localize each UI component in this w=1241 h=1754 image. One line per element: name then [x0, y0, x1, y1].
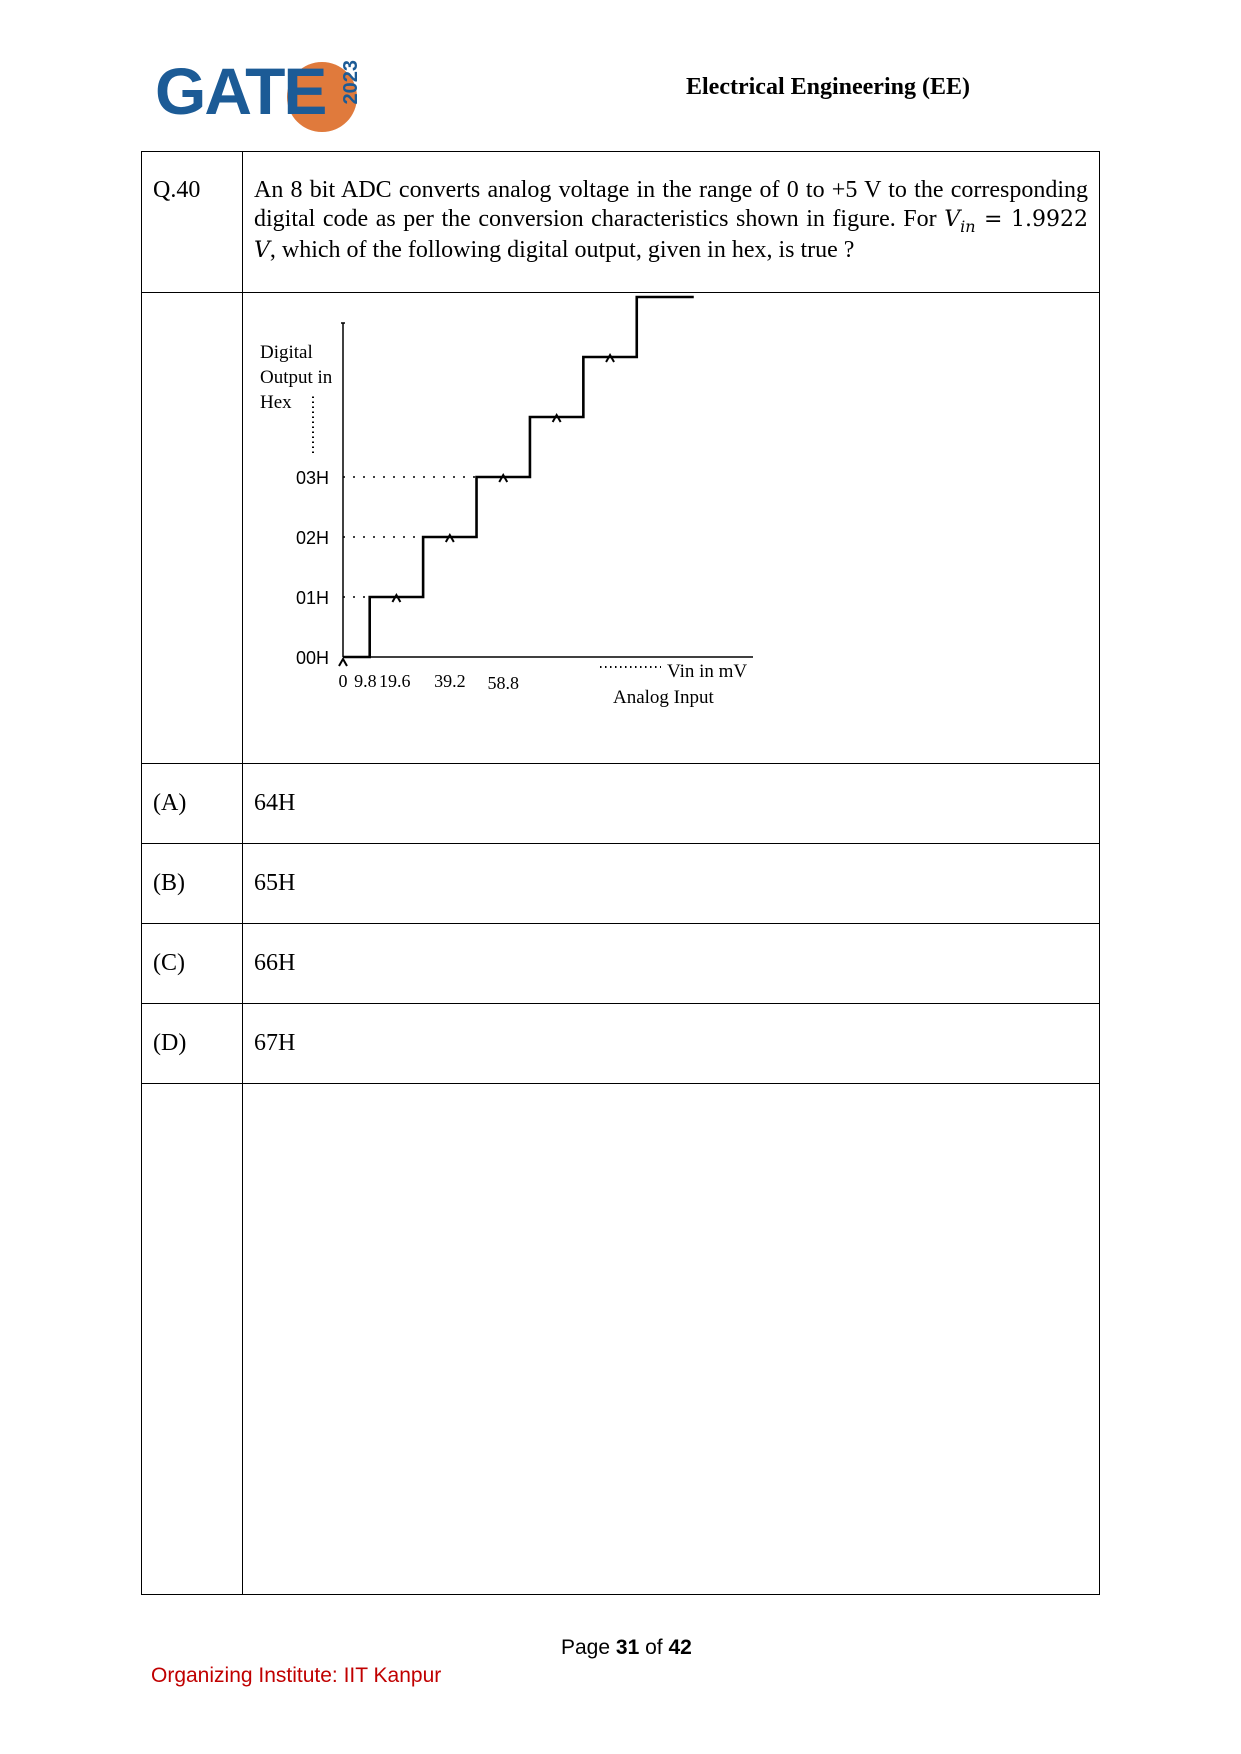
option-b-label-cell [142, 844, 243, 924]
midpoint-marker-0 [339, 659, 347, 666]
option-b-label: (B) [153, 870, 185, 896]
x-tick-label-39.2: 39.2 [434, 671, 466, 691]
option-d-cell[interactable] [243, 1004, 1100, 1084]
page-prefix: Page [561, 1636, 616, 1659]
option-a-label: (A) [153, 790, 187, 816]
option-c-value: 66H [254, 950, 296, 976]
figure-number-cell [142, 293, 243, 764]
option-a-value: 64H [254, 790, 296, 816]
blank-number-cell [142, 1084, 243, 1595]
y-tick-label-01H: 01H [295, 588, 329, 608]
question-text-line1: An 8 bit ADC converts analog voltage in the range of 0 to +5 V to the corresponding digital code as per the conversion characteristics shown in figure. [254, 177, 1088, 232]
option-d-value: 67H [254, 1030, 296, 1056]
logo-year: 2023 [340, 60, 362, 105]
x-tick-label-19.6: 19.6 [379, 671, 411, 691]
math-var: V [944, 206, 961, 232]
page-of: of [639, 1636, 669, 1659]
question-text-tail: , which of the following digital output, given in hex, is true ? [269, 236, 855, 263]
gate-logo [155, 56, 365, 136]
math-eq: = 1.9922 [975, 206, 1089, 232]
y-axis-label-line-0: Digital [260, 342, 313, 363]
page-current: 31 [615, 1636, 640, 1659]
question-text-cell [243, 152, 1100, 293]
staircase-line [343, 297, 694, 657]
y-axis-label-line-1: Output in [260, 367, 333, 388]
x-tick-label-9.8: 9.8 [354, 671, 377, 691]
x-axis-label: Vin in mV [667, 661, 748, 682]
y-tick-label-00H: 00H [295, 648, 329, 668]
y-tick-label-02H: 02H [295, 528, 329, 548]
question-table [141, 151, 1100, 1595]
question-number-cell [142, 152, 243, 293]
adc-characteristic-chart [243, 293, 1098, 763]
organizing-institute: Organizing Institute: IIT Kanpur [151, 1664, 442, 1687]
math-sub: in [960, 216, 976, 236]
option-a-cell[interactable] [243, 764, 1100, 844]
y-tick-label-03H: 03H [295, 468, 329, 488]
logo-text: GATE [155, 54, 326, 128]
y-axis-label-line-2: Hex [260, 392, 292, 413]
option-c-cell[interactable] [243, 924, 1100, 1004]
x-tick-label-0: 0 [338, 671, 348, 691]
option-b-cell[interactable] [243, 844, 1100, 924]
page-number [561, 1636, 692, 1660]
option-a-label-cell [142, 764, 243, 844]
x-tick-label-58.8: 58.8 [487, 673, 519, 693]
blank-answer-cell [243, 1084, 1100, 1595]
question-text-for: For [903, 205, 937, 232]
option-c-label-cell [142, 924, 243, 1004]
math-unit: V [254, 237, 270, 263]
figure-cell [243, 293, 1100, 764]
x-axis-sublabel: Analog Input [613, 687, 714, 708]
question-text [243, 152, 1099, 265]
page-total: 42 [668, 1636, 692, 1659]
option-b-value: 65H [254, 870, 296, 896]
option-d-label-cell [142, 1004, 243, 1084]
subject-title: Electrical Engineering (EE) [686, 74, 970, 100]
option-c-label: (C) [153, 950, 185, 976]
option-d-label: (D) [153, 1030, 187, 1056]
question-number: Q.40 [153, 177, 201, 203]
